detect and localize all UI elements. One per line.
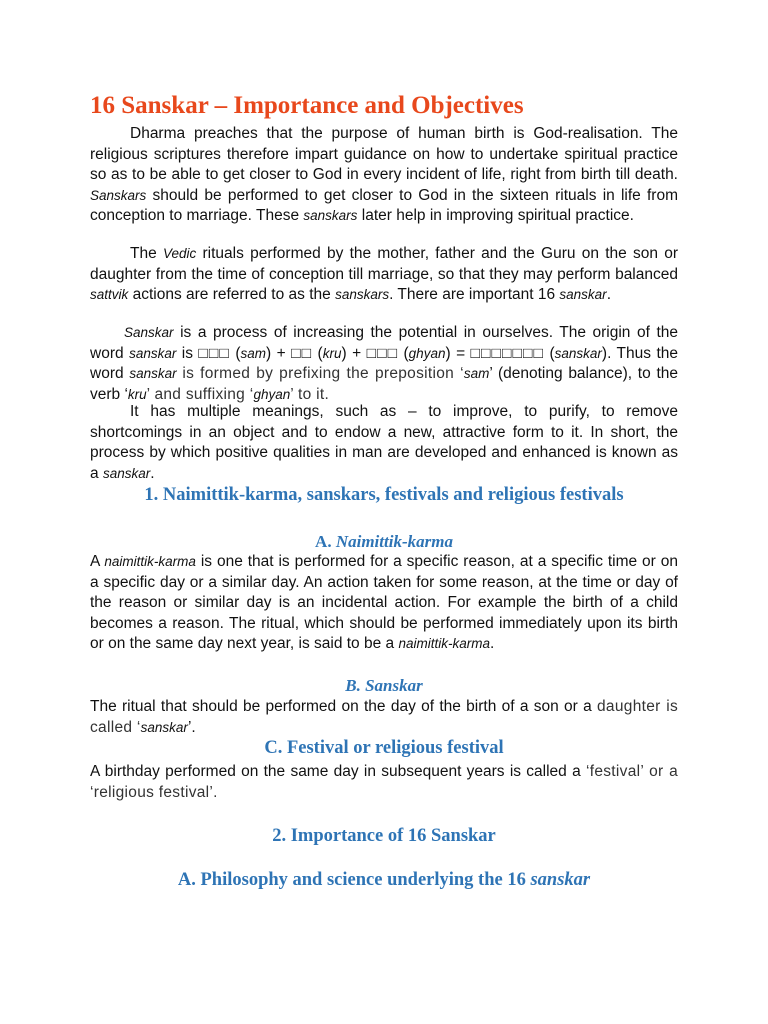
text-run: daughter is called ‘ <box>90 698 678 736</box>
italic-term: naimittik-karma <box>398 636 490 651</box>
italic-term: sanskar <box>129 345 177 361</box>
text-run: A <box>90 553 100 570</box>
text-run: ) + □□ ( <box>266 344 323 362</box>
italic-term: sanskar <box>140 719 188 735</box>
italic-term: sanskars <box>335 287 390 302</box>
text-run: is formed by prefixing the preposition ‘ <box>182 365 464 382</box>
text-run: ) + □□□ ( <box>341 344 409 362</box>
heading-term: sanskar <box>530 870 591 890</box>
text-run: rituals performed by the mother, father and the Guru on the son or daughter from the time of conception till marriage, so that they may perform balanced <box>90 245 679 283</box>
heading-term: Naimittik-karma <box>335 532 453 551</box>
intro-paragraph-4 <box>90 402 678 484</box>
text-run: ’ to it. <box>290 385 330 403</box>
text-run: ‘festival’ or a ‘religious festival’. <box>90 763 678 801</box>
text-run: The <box>130 245 157 262</box>
italic-term: sam <box>240 345 267 361</box>
text-run: is □□□ ( <box>181 344 241 362</box>
italic-term: sattvik <box>90 287 129 302</box>
text-run: . <box>489 635 495 652</box>
italic-term: sam <box>463 366 490 381</box>
italic-term: kru <box>127 386 147 402</box>
text-run: A birthday performed on the same day in subsequent years is called a <box>90 763 581 780</box>
italic-term: ghyan <box>408 345 446 361</box>
italic-term: sanskar <box>559 287 607 302</box>
italic-term: naimittik-karma <box>104 554 196 569</box>
italic-term: Vedic <box>162 246 197 261</box>
text-run: ). Thus the word <box>90 344 678 382</box>
subsection-c-heading: C. Festival or religious festival <box>264 738 504 758</box>
italic-term: Sanskars <box>90 187 147 203</box>
intro-paragraph-2 <box>90 244 678 306</box>
intro-paragraph-3 <box>90 323 678 405</box>
festival-paragraph <box>90 762 678 803</box>
italic-term: kru <box>322 345 342 361</box>
italic-term: sanskar <box>102 465 151 481</box>
text-run: . <box>150 464 155 482</box>
section-2-heading: 2. Importance of 16 Sanskar <box>272 826 496 846</box>
text-run: . <box>606 286 611 303</box>
italic-term: sanskar <box>129 366 177 381</box>
subsection-a-heading <box>0 532 768 552</box>
text-run: later help in improving spiritual practice. <box>361 207 634 224</box>
text-run: ’. <box>187 718 196 736</box>
naimittik-karma-paragraph <box>90 552 678 655</box>
italic-term: Sanskar <box>124 325 174 340</box>
text-run: ’ and suffixing ‘ <box>146 385 254 403</box>
text-run: ’ (denoting balance), to the verb ‘ <box>90 365 678 403</box>
sanskar-paragraph <box>90 697 678 738</box>
intro-paragraph-1 <box>90 124 678 227</box>
text-run: The ritual that should be performed on the day of the birth of a son or a <box>90 698 592 715</box>
text-run: should be performed to get closer to God in the sixteen rituals in life from conception to marriage. These <box>90 186 678 224</box>
section-2-subsection-a-heading <box>0 870 768 891</box>
text-run: . There are important 16 <box>389 286 556 303</box>
heading-prefix: A. <box>315 532 332 551</box>
section-1-heading: 1. Naimittik-karma, sanskars, festivals and religious festivals <box>144 485 624 505</box>
text-run: Dharma preaches that the purpose of human birth is God-realisation. The religious scriptures therefore impart guidance on how to undertake spiritual practice so as to be able to get closer to God in every incident of life, right from birth till death. <box>90 125 678 183</box>
text-run: ) = □□□□□□□ ( <box>445 344 555 362</box>
subsection-b-heading: B. Sanskar <box>345 676 423 695</box>
italic-term: ghyan <box>253 386 291 402</box>
text-run: is one that is performed for a specific reason, at a specific time or on a specific day or a similar day. An action taken for some reason, at the time or day of the reason or similar day is an incidental action. For example the birth of a child becomes a reason. The ritual, which should be performed immediately upon its birth or on the same day next year, is said to be a <box>90 553 678 652</box>
text-run: is a process of increasing the potential in ourselves. The origin of the word <box>90 324 679 362</box>
text-run: actions are referred to as the <box>132 286 331 303</box>
heading-text: A. Philosophy and science underlying the 16 <box>177 870 526 890</box>
text-run: It has multiple meanings, such as – to improve, to purify, to remove shortcomings in an object and to endow a new, attractive form to it. In short, the process by which positive qualities in man are developed and enhanced is known as a <box>90 403 678 482</box>
italic-term: sanskars <box>303 208 358 223</box>
page-title: 16 Sanskar – Importance and Objectives <box>90 92 524 119</box>
italic-term: sanskar <box>554 345 602 361</box>
